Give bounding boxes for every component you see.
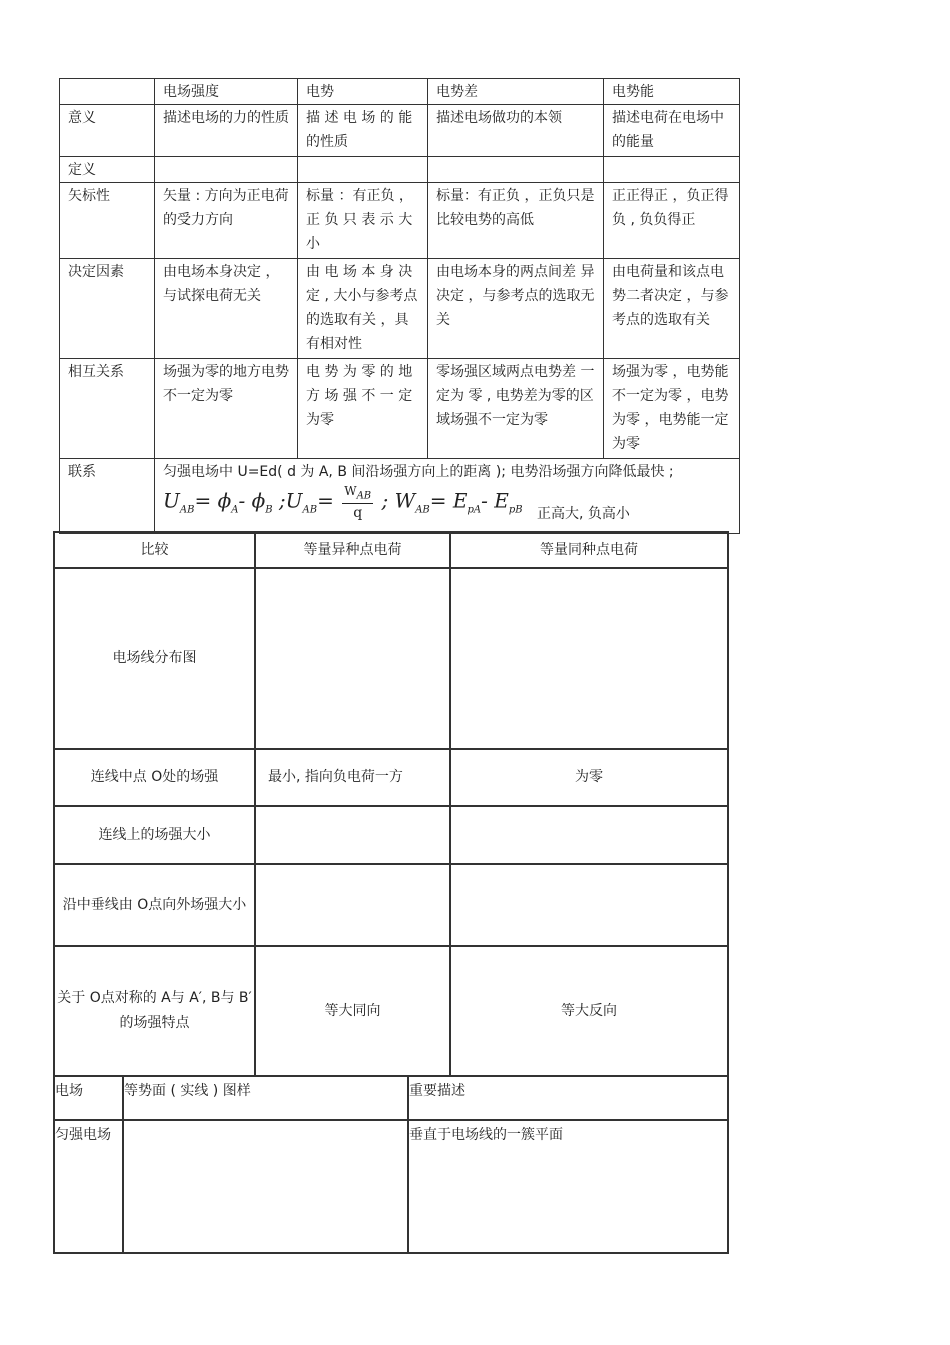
table-row <box>60 359 740 459</box>
table-row <box>54 568 728 749</box>
header-cell: 等量同种点电荷 <box>450 532 728 568</box>
row-label: 连线上的场强大小 <box>54 806 255 864</box>
table-cell <box>450 864 728 946</box>
table-row <box>60 259 740 359</box>
table-cell: 矢量 : 方向为正电荷的受力方向 <box>155 183 298 259</box>
table-row <box>54 806 728 864</box>
row-label: 匀强电场 <box>54 1120 123 1253</box>
table-cell: 描述电荷在电场中的能量 <box>604 105 740 157</box>
header-cell: 比较 <box>54 532 255 568</box>
table-cell <box>450 806 728 864</box>
table-cell: 由电荷量和该点电势二者决定 ，与参考点的选取有关 <box>604 259 740 359</box>
table-row <box>54 946 728 1076</box>
table-row <box>60 105 740 157</box>
table-row-lianxi <box>60 459 740 534</box>
table-cell: 场强为零 ，电势能不一定为零 ，电势为零 ，电势能一定为零 <box>604 359 740 459</box>
table-row <box>54 864 728 946</box>
fraction: $\frac{W_{AB}}{q}$ <box>344 484 372 522</box>
row-label: 电场线分布图 <box>54 568 255 749</box>
header-cell: 电势差 <box>428 79 604 105</box>
table-cell: 场强为零的地方电势不一定为零 <box>155 359 298 459</box>
table-cell: 由电场本身的两点间差 异决定 ，与参考点的选取无关 <box>428 259 604 359</box>
header-cell: 电场 <box>54 1076 123 1120</box>
table-row <box>60 183 740 259</box>
table-cell <box>298 157 428 183</box>
header-cell: 电势能 <box>604 79 740 105</box>
table-cell <box>604 157 740 183</box>
table-cell <box>123 1120 408 1253</box>
lianxi-formula: $U_{AB}= \phi_A-$ $\phi_B$ $;U_{AB}=$ $\frac{W_{AB}}{q}$ ; $W_{AB}= E_{pA}-$ $E_{pB}$ $_{正高大, 负高小}$ <box>163 484 630 522</box>
table-cell <box>450 568 728 749</box>
table-header-row <box>54 532 728 568</box>
row-label: 意义 <box>60 105 155 157</box>
comparison-table-point-charges <box>53 531 729 1077</box>
table-cell: 电 势 为 零 的 地方 场 强 不 一 定为零 <box>298 359 428 459</box>
table-cell: 描述电场做功的本领 <box>428 105 604 157</box>
table-row <box>54 1120 728 1253</box>
row-label: 定义 <box>60 157 155 183</box>
row-label: 决定因素 <box>60 259 155 359</box>
table-cell: 标量：有正负 ，正负只是比较电势的高低 <box>428 183 604 259</box>
table-cell <box>428 157 604 183</box>
header-cell: 电场强度 <box>155 79 298 105</box>
table-row <box>60 157 740 183</box>
table-cell: 等大同向 <box>255 946 450 1076</box>
table-cell: 由 电 场 本 身 决定 , 大小与参考点的选取有关 ，具有相对性 <box>298 259 428 359</box>
header-cell: 电势 <box>298 79 428 105</box>
table-cell <box>255 568 450 749</box>
row-label: 矢标性 <box>60 183 155 259</box>
row-label: 沿中垂线由 O点向外场强大小 <box>54 864 255 946</box>
table-cell <box>255 864 450 946</box>
row-label: 连线中点 O处的场强 <box>54 749 255 806</box>
table-cell <box>155 157 298 183</box>
header-cell: 等势面 ( 实线 ) 图样 <box>123 1076 408 1120</box>
header-cell: 重要描述 <box>408 1076 728 1120</box>
row-label: 关于 O点对称的 A与 A′, B与 B′ 的场强特点 <box>54 946 255 1076</box>
table-header-row <box>60 79 740 105</box>
table-cell: 为零 <box>450 749 728 806</box>
table-cell: 描 述 电 场 的 能的性质 <box>298 105 428 157</box>
table-cell: 由电场本身决定 ，与试探电荷无关 <box>155 259 298 359</box>
header-cell <box>60 79 155 105</box>
table-cell: 正正得正 ，负正得负 , 负负得正 <box>604 183 740 259</box>
lianxi-cell <box>155 459 740 534</box>
table-header-row <box>54 1076 728 1120</box>
lianxi-text: 匀强电场中 U=Ed( d 为 A, B 间沿场强方向上的距离 ); 电势沿场强方向降低最快 ; <box>163 464 674 480</box>
lianxi-tail: 正高大, 负高小 <box>536 505 630 522</box>
table-cell: 等大反向 <box>450 946 728 1076</box>
table-cell: 零场强区域两点电势差 一定为 零 , 电势差为零的区域场强不一定为零 <box>428 359 604 459</box>
table-row <box>54 749 728 806</box>
row-label: 联系 <box>60 459 155 534</box>
equipotential-table <box>53 1075 729 1254</box>
table-cell <box>255 806 450 864</box>
row-label: 相互关系 <box>60 359 155 459</box>
table-cell: 描述电场的力的性质 <box>155 105 298 157</box>
header-cell: 等量异种点电荷 <box>255 532 450 568</box>
table-cell: 标量 ：有正负 ，正 负 只 表 示 大小 <box>298 183 428 259</box>
table-cell: 垂直于电场线的一簇平面 <box>408 1120 728 1253</box>
comparison-table-quantities <box>59 78 740 534</box>
table-cell: 最小, 指向负电荷一方 <box>255 749 450 806</box>
